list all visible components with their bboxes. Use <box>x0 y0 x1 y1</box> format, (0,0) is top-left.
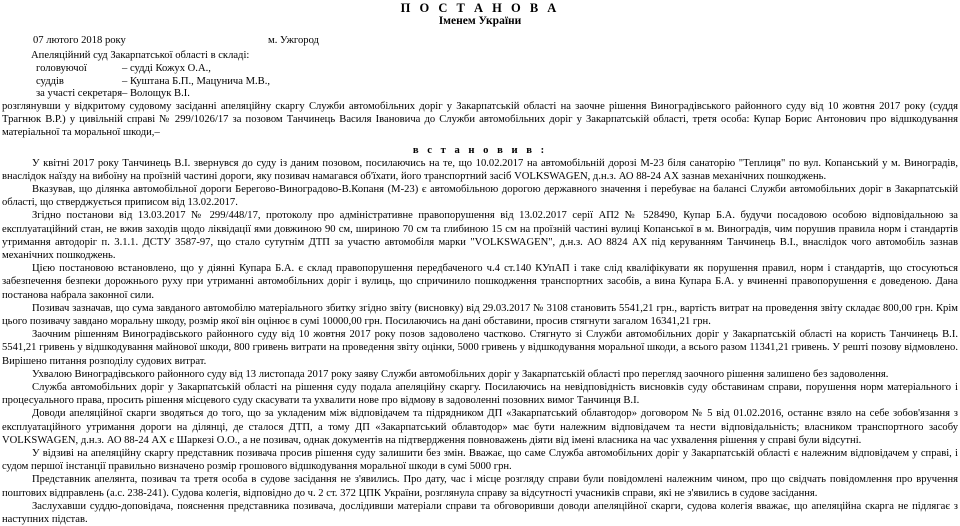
court-composition <box>31 49 958 100</box>
court-row-value: – Куштана Б.П., Мацунича М.В., <box>122 75 271 87</box>
paragraph: Заочним рішенням Виноградівського районного суду від 10 жовтня 2017 року позов задоволено частково. Стягнуто зі Служби автомобільних доріг у Закарпатській області на користь Танчинець В.І. 5541,21 гривень у відшкодування майнової шкоди, 800 гривень витрати на проведення звіту оцінки, 5000 гривень у відшкодування моральної шкоди, а всього разом 11341,21 гривень. У решті позову відмовлено. Вирішено питання розподілу судових витрат. <box>2 329 958 367</box>
court-row-label: суддів <box>36 75 64 87</box>
paragraph: Служба автомобільних доріг у Закарпатській області на рішення суду подала апеляційну скаргу. Посилаючись на невідповідність висновків суду обставинам справи, порушення норм матеріального і процесуального права, просить рішення місцевого суду скасувати та ухвалити нове про відмову в задоволенні позовних вимог Танчинця В.І. <box>2 382 958 407</box>
paragraph: Представник апелянта, позивач та третя особа в судове засідання не з'явились. Про дату, час і місце розгляду справи були повідомлені належним чином, про що свідчать повідомлення про вручення поштових відправлень (а.с. 238-241). Судова колегія, відповідно до ч. 2 ст. 372 ЦПК України, розглянула справу за відсутності учасників справи, які не з'явились в судове засідання. <box>2 474 958 499</box>
paragraph: У квітні 2017 року Танчинець В.І. звернувся до суду із даним позовом, посилаючись на те, що 10.02.2017 на автомобільній дорозі М-23 біля санаторію "Теплиця" по вул. Копанський у м. Виноградів, внаслідок наїзду на вибоїну на проїзній частині дороги, яку позивач намагався об'їхати, його транспортний засіб VOLKSWAGEN, д.н.з. АО 88-24 АХ зазнав механічних пошкоджень. <box>2 157 958 182</box>
established-heading: в с т а н о в и в : <box>412 144 548 156</box>
paragraph: Заслухавши суддю-доповідача, пояснення представника позивача, дослідивши матеріали справи та обговоривши доводи апеляційної скарги, судова колегія вважає, що апеляційна скарга не підлягає з наступних підстав. <box>2 500 958 526</box>
document-subtitle: Іменем України <box>438 15 522 27</box>
paragraph: Доводи апеляційної скарги зводяться до того, що за укладеним між відповідачем та підрядником ДП «Закарпатський облавтодор» договором № 5 від 01.02.2016, останнє взяло на себе зобов'язання з експлуатаційного утримання дороги на ділянці, де сталося ДТП, а тому ДП «Закарпатський облавтодор» має бути належним відповідачем та нести відповідальність; власником транспортного засобу VOLKSWAGEN, д.н.з. АО 88-24 АХ є Шаркезі О.О., а не позивач, однак документів на підтвердження повноважень діяти від імені власника на час ухвалення рішення у справі були відсутні. <box>2 408 958 446</box>
paragraph: Згідно постанови від 13.03.2017 № 299/448/17, протоколу про адміністративне правопорушення від 13.02.2017 серії АП2 № 528490, Купар Б.А. будучи посадовою особою відповідальною за експлуатаційний стан, не вжив заходів щодо ліквідації ями довжиною 90 см, шириною 70 см та глибиною 15 см на проїзній частині вулиці Копанської в м. Виноградів, чим порушив правила норм і стандартів утримання автодоріг п. 3.1.1. ДСТУ 3587-97, що стало сутутнім ДТП за участю автомобіля марки "VOLKSWAGEN", д.н.з. АО 8824 АХ під керуванням Танчинець В.І., внаслідок чого автомобіль зазнав механічних пошкоджень. <box>2 210 958 262</box>
court-row-presiding <box>36 62 958 75</box>
document-title: П О С Т А Н О В А <box>400 1 560 15</box>
preamble: розглянувши у відкритому судовому засіданні апеляційну скаргу Служби автомобільних доріг у Закарпатській області на заочне рішення Виноградівського районного суду від 10 жовтня 2017 року (суддя Трагнюк В.Р.) у цивільній справі № 299/1026/17 за позовом Танчинець Василя Івановича до Служби автомобільних доріг у Закарпатській області, третя особа: Купар Борис Антонович про відшкодування матеріальної та моральної шкоди,– <box>2 100 958 139</box>
paragraph: Позивач зазначав, що сума завданого автомобілю матеріального збитку згідно звіту (висновку) від 29.03.2017 № 3108 становить 5541,21 грн., вартість витрат на проведення звіту складає 800,00 грн. Крім цього позивачу завдано моральну шкоду, розмір якої він оцінює в сумі 10000,00 грн. Посилаючись на дані обставини, просив стягнути загалом 16341,21 грн. <box>2 302 958 328</box>
document-city: м. Ужгород <box>268 35 319 46</box>
paragraph: Вказував, що ділянка автомобільної дороги Берегово-Виноградово-В.Копаня (М-23) є автомобільною дорогою державного значення і перебуває на балансі Служби автомобільних доріг в Закарпатській області, що стверджується приписом від 13.02.2017. <box>2 184 958 209</box>
court-intro: Апеляційний суд Закарпатської області в складі: <box>31 50 250 61</box>
court-row-value: – Волощук В.І. <box>122 88 190 100</box>
court-row-value: – судді Кожух О.А., <box>122 63 211 75</box>
paragraph: У відзиві на апеляційну скаргу представник позивача просив рішення суду залишити без змін. Вважає, що саме Служба автомобільних доріг у Закарпатській області є належним відповідачем у справі, і судом першої інстанції правильно визначено розмір грошового відшкодування моральної шкоди в сумі 5000 грн. <box>2 448 958 473</box>
paragraph: Ухвалою Виноградівського районного суду від 13 листопада 2017 року заяву Служби автомобільних доріг у Закарпатській області про перегляд заочного рішення залишено без задоволення. <box>32 368 889 380</box>
court-row-judges <box>36 75 958 88</box>
paragraph: Цією постановою встановлено, що у діянні Купара Б.А. є склад правопорушення передбаченого ч.4 ст.140 КУпАП і таке слід кваліфікувати як порушення правил, норм і стандартів, що стосуються забезпечення безпеки дорожнього руху при утриманні автомобільних доріг і вулиць, що спричинило пошкодження транспортних засобів, а вина Купара Б.А. у вчиненні правопорушення є доведеною. Дана постанова набрала законної сили. <box>2 263 958 301</box>
court-row-label: головуючої <box>36 63 87 75</box>
document-date: 07 лютого 2018 року <box>33 35 126 46</box>
court-row-secretary <box>36 87 958 100</box>
dateline <box>2 34 958 49</box>
court-row-label: за участі секретаря <box>36 88 123 100</box>
document-body <box>2 157 958 526</box>
